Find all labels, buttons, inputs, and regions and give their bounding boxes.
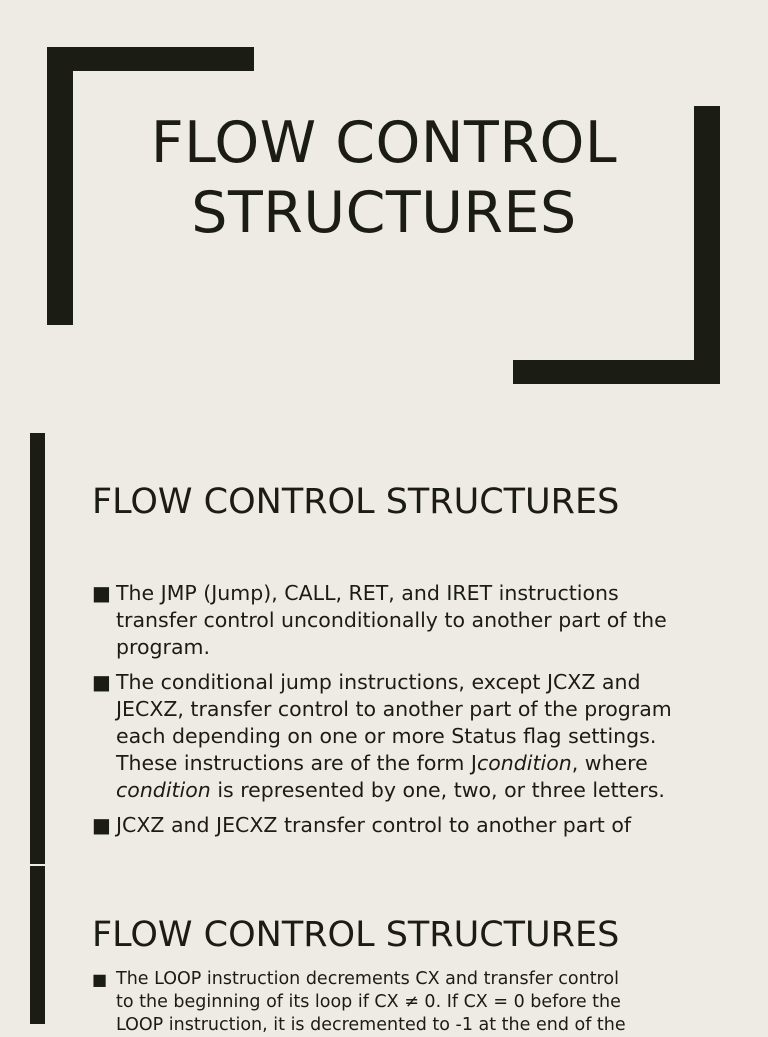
slide1-title [0, 108, 768, 248]
bullet-line: to the beginning of its loop if CX ≠ 0. If CX = 0 before the [116, 992, 621, 1012]
square-bullet-icon: ■ [92, 581, 111, 605]
frame-top-left-horizontal-bar [47, 47, 254, 71]
square-bullet-icon: ■ [92, 670, 111, 694]
slide2-bullet-list [92, 580, 692, 847]
square-bullet-icon: ■ [92, 813, 111, 837]
slide3-accent-bar [30, 866, 45, 1024]
square-bullet-icon: ■ [92, 970, 108, 989]
slide3-bullet-list [92, 968, 682, 1037]
slide1-title-line2: STRUCTURES [191, 180, 577, 246]
bullet-text-prefix: The conditional jump instructions, except JCXZ and JECXZ, transfer control to another part of the program each depending on one or more Status flag settings. These instructions are of the form J [116, 670, 672, 775]
list-item [92, 580, 692, 661]
slide2-accent-bar [30, 433, 45, 864]
bullet-text-italic: condition [476, 751, 572, 775]
bullet-line: LOOP instruction, it is decremented to -1 at the end of the [116, 1015, 626, 1035]
bullet-line: The LOOP instruction decrements CX and transfer control [116, 969, 619, 989]
slide1-title-line1: FLOW CONTROL [150, 110, 618, 176]
frame-bottom-right-horizontal-bar [513, 360, 720, 384]
list-item [92, 812, 692, 839]
list-item [92, 968, 682, 1037]
bullet-text: The JMP (Jump), CALL, RET, and IRET instructions transfer control unconditionally to another part of the program. [116, 581, 667, 659]
slide2-title: FLOW CONTROL STRUCTURES [92, 482, 620, 522]
slide3-title: FLOW CONTROL STRUCTURES [92, 915, 620, 955]
bullet-text-suffix: is represented by one, two, or three letters. [210, 778, 665, 802]
bullet-text: JCXZ and JECXZ transfer control to another part of [116, 813, 632, 837]
list-item [92, 669, 692, 804]
bullet-text-mid: , where [571, 751, 648, 775]
bullet-text-italic: condition [116, 778, 211, 802]
